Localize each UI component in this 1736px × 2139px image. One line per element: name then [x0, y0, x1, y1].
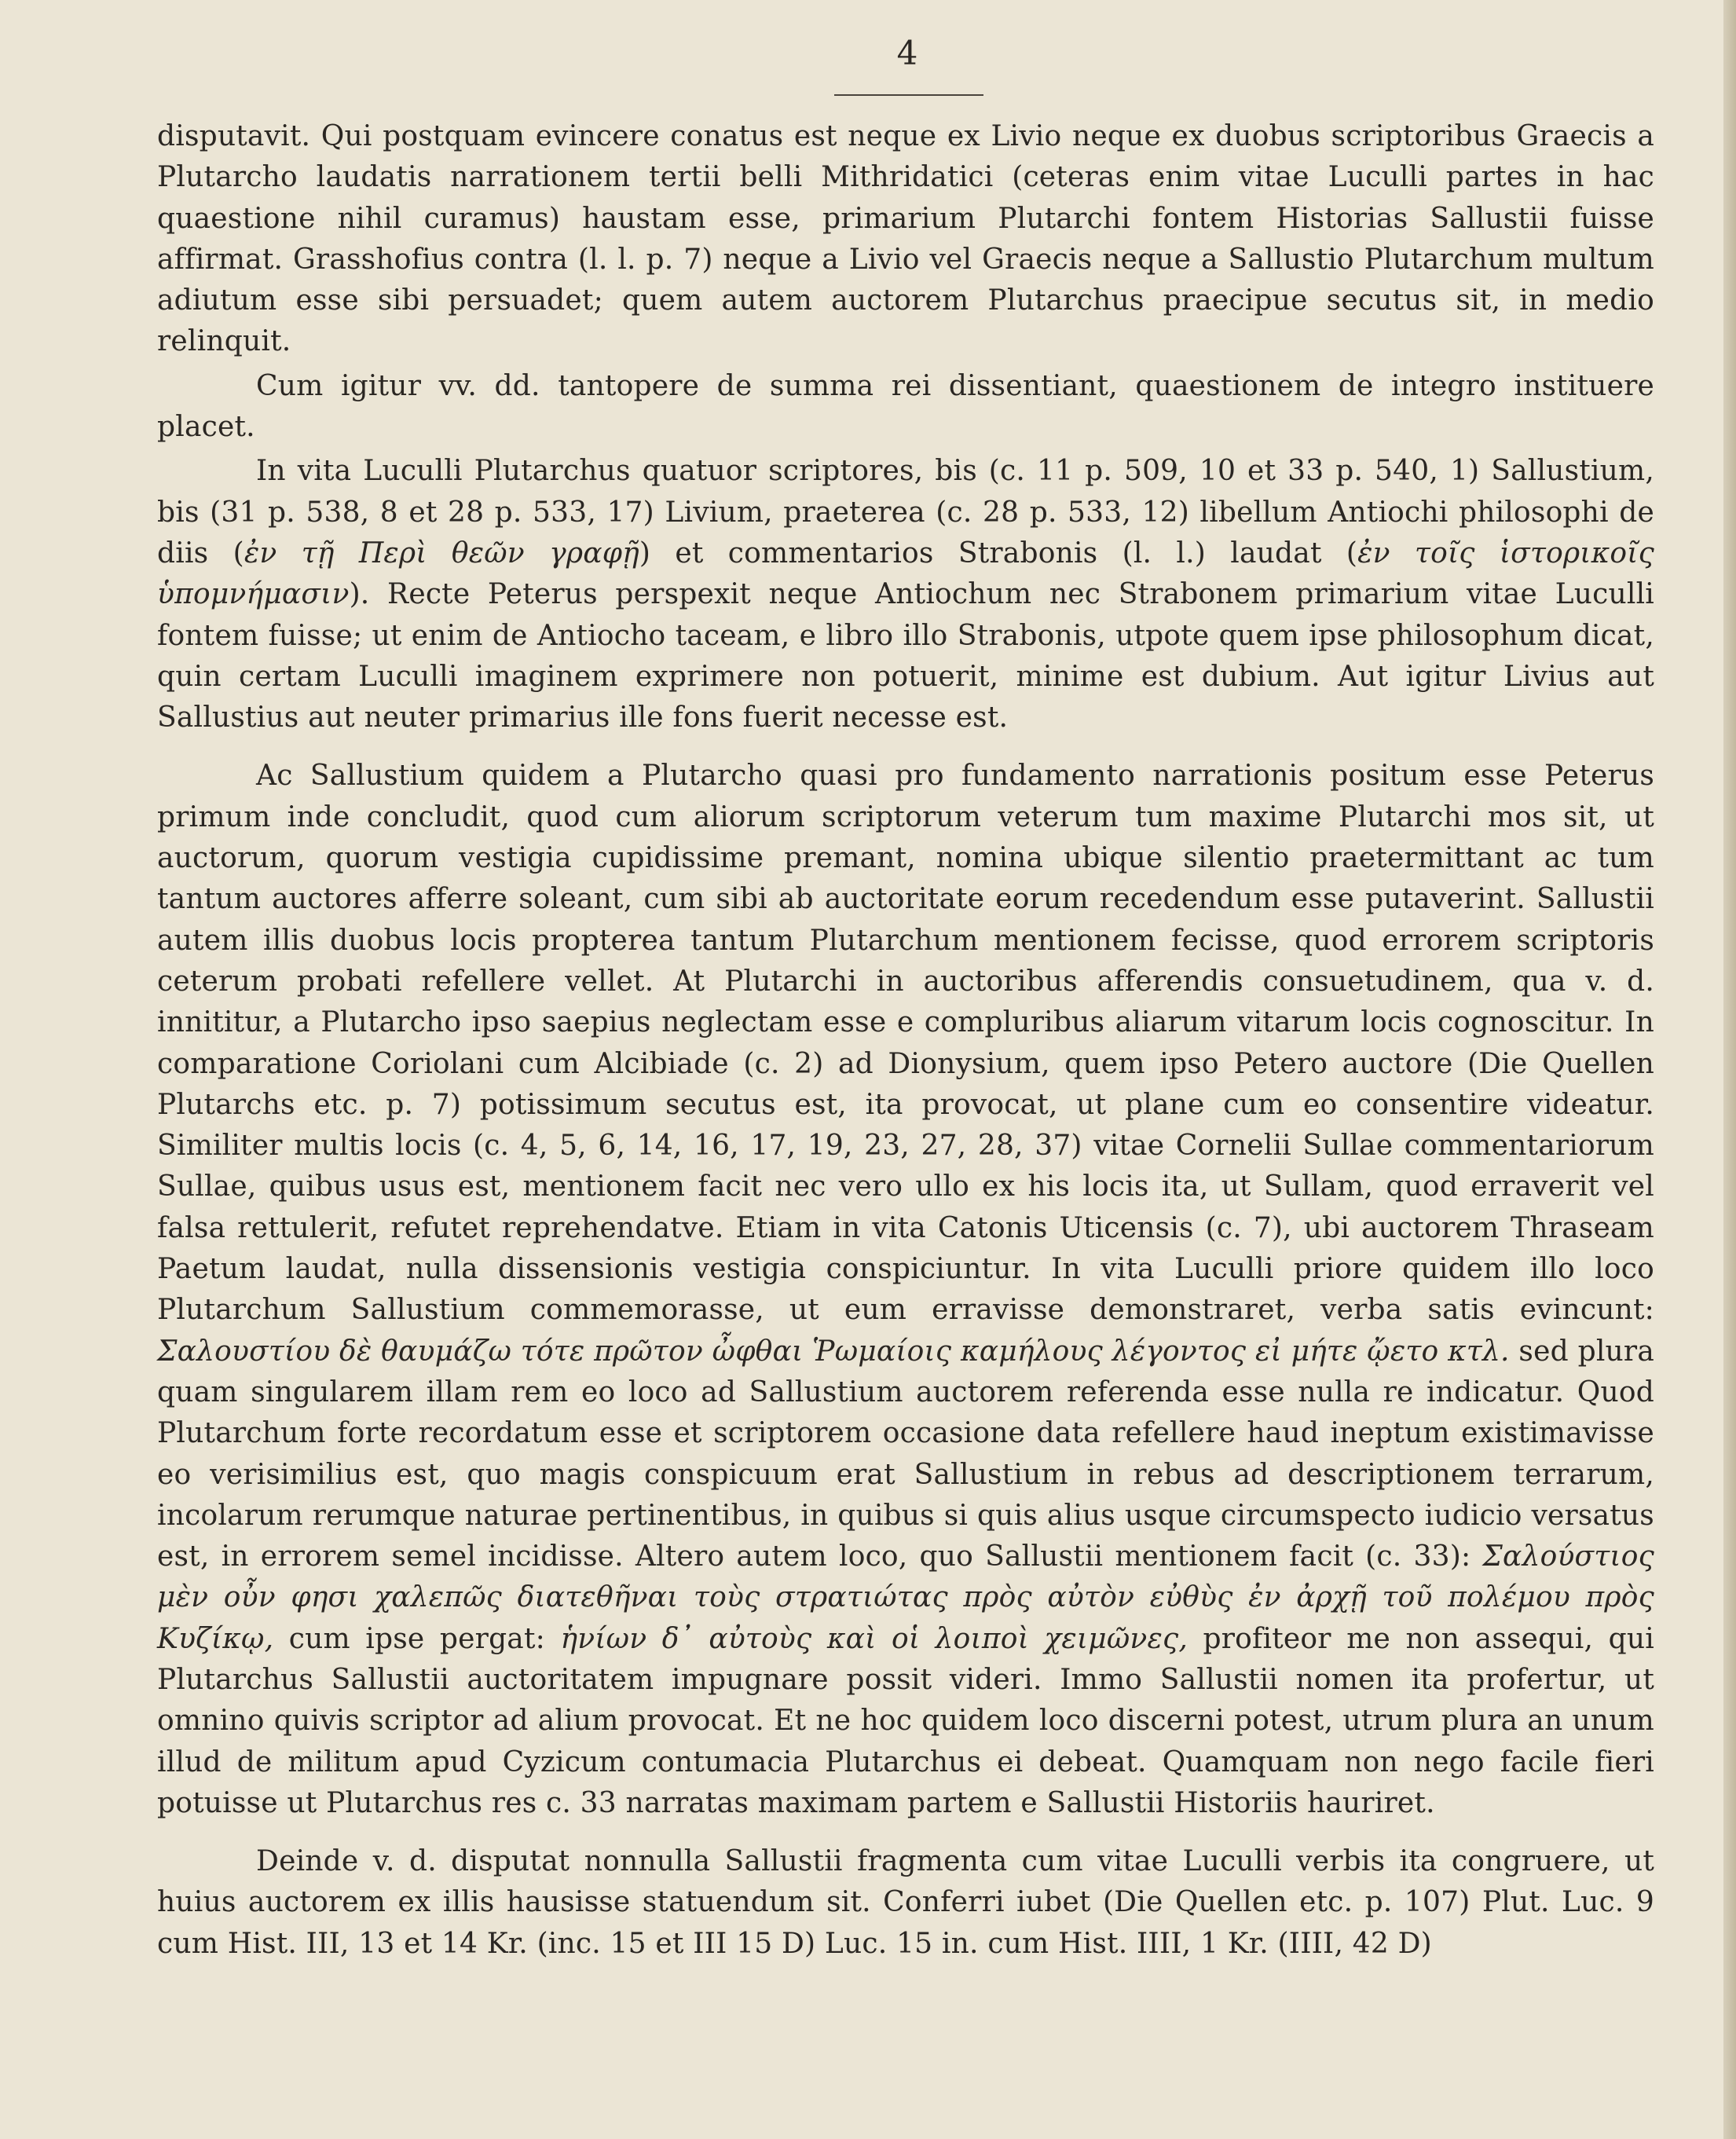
- text-run: profiteor me non assequi, qui Plutarchus Sallustii auctoritatem impugnare possit videri. Immo Sallustii nomen ita profertur, ut omnino quivis scriptor ad alium provocat. Et ne hoc quidem loco discerni potest, utrum plura an unum illud de militum apud Cyzicum contumacia Plutarchus ei debeat. Quamquam non nego facile fieri potuisse ut Plutarchus res c. 33 narratas maximam partem e Sallustii Historiis hauriret.: [157, 1622, 1654, 1819]
- paragraph: [157, 756, 1654, 1824]
- body-text: [157, 116, 1654, 1965]
- greek-quotation: ἡνίων δ᾽ αὐτοὺς καὶ οἱ λοιποὶ χειμῶνες,: [560, 1622, 1188, 1655]
- paragraph: [157, 1841, 1654, 1965]
- paragraph: [157, 116, 1654, 363]
- text-run: Ac Sallustium quidem a Plutarcho quasi pro fundamento narrationis positum esse Peterus primum inde concludit, quod cum aliorum scriptorum veterum tum maxime Plutarchi mos sit, ut auctorum, quorum vestigia cupidissime premant, nomina ubique silentio praetermittant ac tum tantum auctores afferre soleant, cum sibi ab auctoritate eorum recedendum esse putaverint. Sallustii autem illis duobus locis propterea tantum Plutarchum mentionem fecisse, quod errorem scriptoris ceterum probati refellere vellet. At Plutarchi in auctoribus afferendis consuetudinem, qua v. d. innititur, a Plutarcho ipso saepius neglectam esse e compluribus aliarum vitarum locis cognoscitur. In comparatione Coriolani cum Alcibiade (c. 2) ad Dionysium, quem ipso Petero auctore (Die Quellen Plutarchs etc. p. 7) potissimum secutus est, ita provocat, ut plane cum eo consentire videatur. Similiter multis locis (c. 4, 5, 6, 14, 16, 17, 19, 23, 27, 28, 37) vitae Cornelii Sullae commentariorum Sullae, quibus usus est, mentionem facit nec vero ullo ex his locis ita, ut Sullam, quod erraverit vel falsa rettulerit, refutet reprehendatve. Etiam in vita Catonis Uticensis (c. 7), ubi auctorem Thraseam Paetum laudat, nulla dissensionis vestigia conspiciuntur. In vita Luculli priore quidem illo loco Plutarchum Sallustium commemorasse, ut eum erravisse demonstraret, verba satis evincunt:: [157, 760, 1654, 1327]
- paragraph: [157, 366, 1654, 449]
- text-run: Cum igitur vv. dd. tantopere de summa rei dissentiant, quaestionem de integro instituere placet.: [157, 369, 1654, 444]
- page-number-rule: [834, 94, 983, 96]
- text-run: sed plura quam singularem illam rem eo loco ad Sallustium auctorem referenda esse nulla re indicatur. Quod Plutarchum forte recordatum esse et scriptorem occasione data refellere haud ineptum existimavisse eo verisimilius est, quo magis conspicuum erat Sallustium in rebus ad descriptionem terrarum, incolarum rerumque naturae pertinentibus, in quibus si quis alius usque circumspecto iudicio versatus est, in errorem semel incidisse. Altero autem loco, quo Sallustii mentionem facit (c. 33):: [157, 1335, 1654, 1573]
- text-run: ) et commentarios Strabonis (l. l.) laudat (: [639, 537, 1358, 570]
- text-run: disputavit. Qui postquam evincere conatus est neque ex Livio neque ex duobus scriptoribus Graecis a Plutarcho laudatis narrationem tertii belli Mithridatici (ceteras enim vitae Luculli partes in hac quaestione nihil curamus) haustam esse, primarium Plutarchi fontem Historias Sallustii fuisse affirmat. Grasshofius contra (l. l. p. 7) neque a Livio vel Graecis neque a Sallustio Plutarchum multum adiutum esse sibi persuadet; quem autem auctorem Plutarchus praecipue secutus sit, in medio relinquit.: [157, 120, 1654, 358]
- page-binding-edge: [1723, 0, 1736, 2139]
- paragraph: [157, 451, 1654, 738]
- text-run: ). Recte Peterus perspexit neque Antiochum nec Strabonem primarium vitae Luculli fontem fuisse; ut enim de Antiocho taceam, e libro illo Strabonis, utpote quem ipse philosophum dicat, quin certam Luculli imaginem exprimere non potuerit, minime est dubium. Aut igitur Livius aut Sallustius aut neuter primarius ille fons fuerit necesse est.: [157, 578, 1654, 734]
- greek-quotation: ἐν τῇ Περὶ θεῶν γραφῇ: [244, 537, 639, 570]
- page-number: 4: [896, 34, 918, 72]
- greek-quotation: Σαλουστίου δὲ θαυμάζω τότε πρῶτον ὦφθαι Ῥωμαίοις καμήλους λέγοντος εἰ μήτε ᾤετο κτλ.: [157, 1335, 1510, 1368]
- text-run: Deinde v. d. disputat nonnulla Sallustii fragmenta cum vitae Luculli verbis ita congruere, ut huius auctorem ex illis hausisse statuendum sit. Conferri iubet (Die Quellen etc. p. 107) Plut. Luc. 9 cum Hist. III, 13 et 14 Kr. (inc. 15 et III 15 D) Luc. 15 in. cum Hist. IIII, 1 Kr. (IIII, 42 D): [157, 1845, 1654, 1960]
- text-run: cum ipse pergat:: [273, 1622, 561, 1655]
- text-run: In vita Luculli Plutarchus quatuor scriptores, bis (c. 11 p. 509, 10 et 33 p. 540, 1) Sallustium, bis (31 p. 538, 8 et 28 p. 533, 17) Livium, praeterea (c. 28 p. 533, 12) libellum Antiochi philosophi de diis (: [157, 455, 1654, 570]
- greek-quotation: Σαλούστιος μὲν οὖν φησι χαλεπῶς διατεθῆναι τοὺς στρατιώτας πρὸς αὐτὸν εὐθὺς ἐν ἀρχῇ τοῦ πολέμου πρὸς Κυζίκῳ,: [157, 1540, 1654, 1655]
- greek-quotation: ἐν τοῖς ἱστορικοῖς ὑπομνήμασιν: [157, 537, 1654, 611]
